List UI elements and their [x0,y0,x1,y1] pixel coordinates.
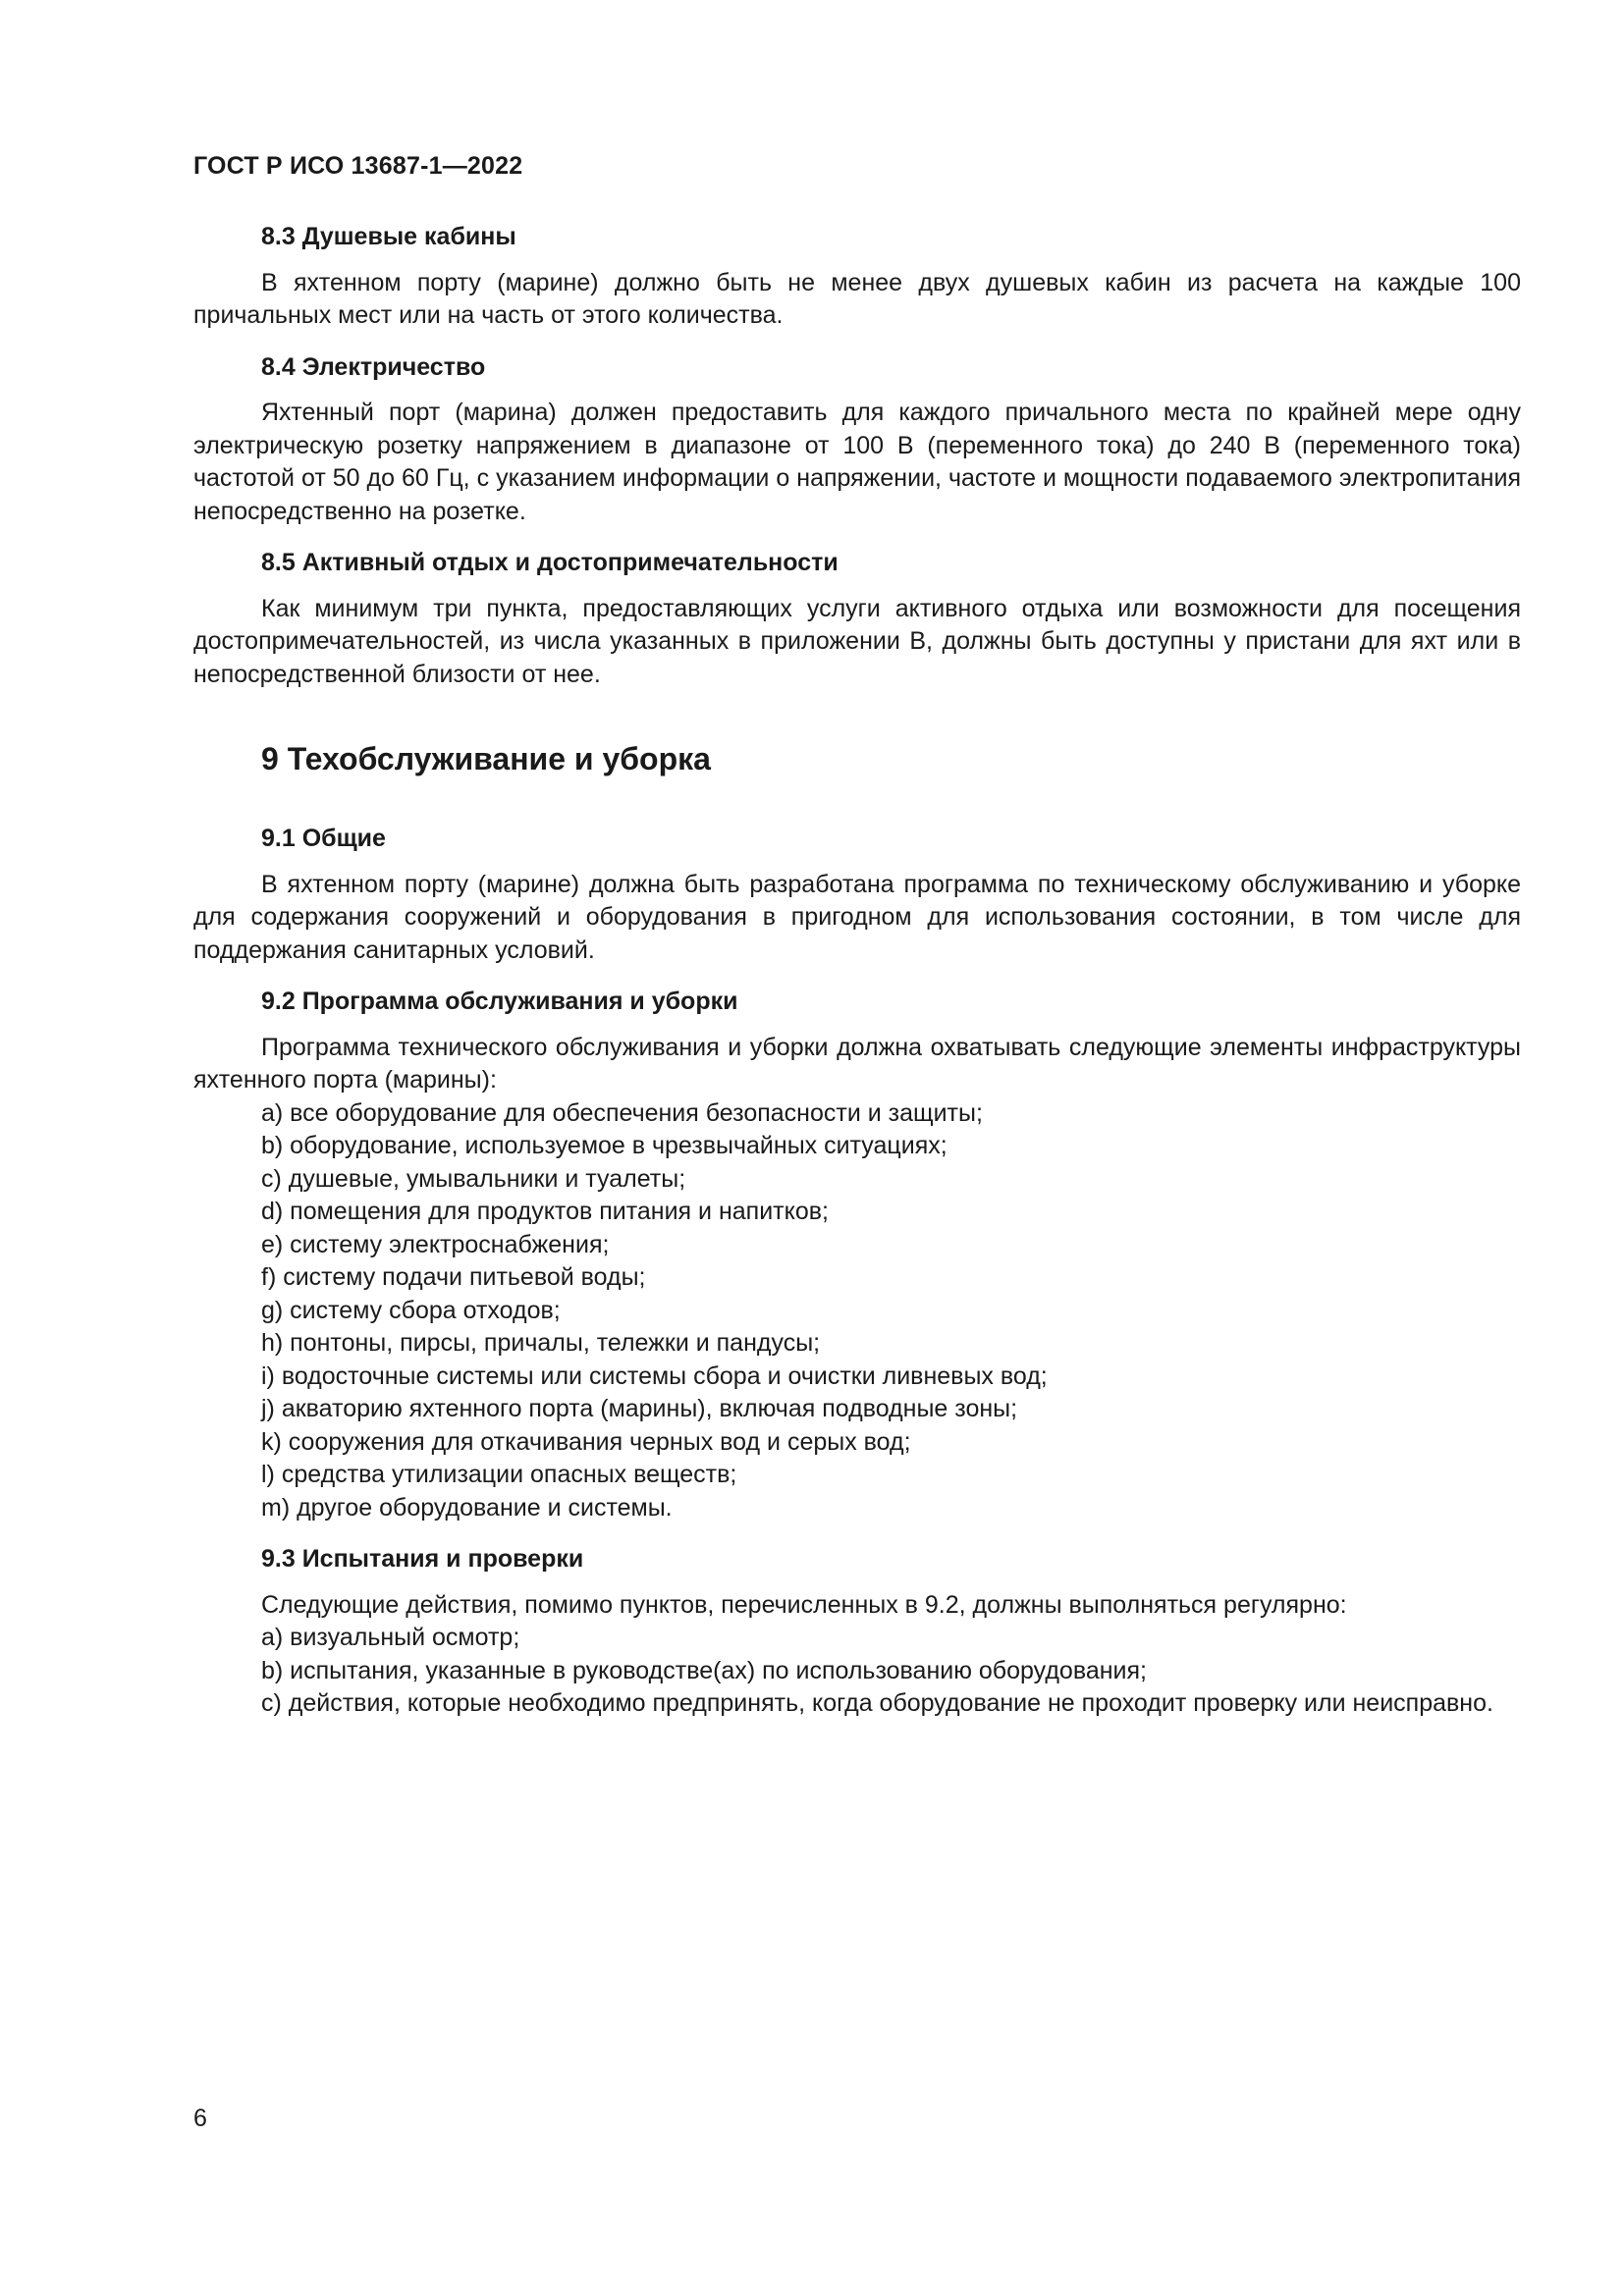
section-9-2-list [193,1097,1521,1525]
list-item: e) систему электроснабжения; [261,1230,610,1258]
section-9-3-list [193,1622,1521,1721]
list-item: i) водосточные системы или системы сбора и очистки ливневых вод; [261,1362,1048,1390]
page-number: 6 [193,2105,207,2132]
section-9-1-text: В яхтенном порту (марине) должна быть разработана программа по техническому обслуживанию и уборке для содержания сооружений и оборудования в пригодном для использования состоянии, в том числе для поддержания санитарных условий. [193,870,1521,964]
list-item: b) оборудование, используемое в чрезвычайных ситуациях; [261,1132,947,1159]
section-8-3-text: В яхтенном порту (марине) должно быть не менее двух душевых кабин из расчета на каждые 100 причальных мест или на часть от этого количества. [193,268,1521,329]
section-8-5-heading: 8.5 Активный отдых и достопримечательности [261,549,839,576]
section-8-4-heading: 8.4 Электричество [261,352,486,381]
section-9-2-intro: Программа технического обслуживания и уборки должна охватывать следующие элементы инфраструктуры яхтенного порта (марины): [193,1033,1521,1094]
section-8-3-heading: 8.3 Душевые кабины [261,223,516,250]
list-item: c) действия, которые необходимо предпринять, когда оборудование не проходит проверку или неисправно. [261,1689,1493,1717]
list-item: h) понтоны, пирсы, причалы, тележки и пандусы; [261,1329,821,1357]
section-9-1 [193,823,1521,967]
section-9-3 [193,1543,1521,1721]
list-item: k) сооружения для откачивания черных вод и серых вод; [261,1427,911,1456]
document-header: ГОСТ Р ИСО 13687-1—2022 [193,152,523,180]
list-item: d) помещения для продуктов питания и напитков; [261,1198,829,1225]
list-item: a) визуальный осмотр; [261,1624,520,1651]
section-8-5-text: Как минимум три пункта, предоставляющих услуги активного отдыха или возможности для посещения достопримечательностей, из числа указанных в приложении В, должны быть доступны у пристани для яхт или в непосредственной близости от нее. [193,594,1521,688]
section-9-3-heading: 9.3 Испытания и проверки [261,1545,584,1573]
list-item: a) все оборудование для обеспечения безопасности и защиты; [261,1098,983,1127]
list-item: b) испытания, указанные в руководстве(ах) по использованию оборудования; [261,1656,1147,1684]
list-item: g) систему сбора отходов; [261,1296,561,1324]
section-9-2-heading: 9.2 Программа обслуживания и уборки [261,988,738,1015]
list-item: l) средства утилизации опасных веществ; [261,1461,737,1488]
list-item: j) акваторию яхтенного порта (марины), включая подводные зоны; [261,1395,1018,1422]
section-9-3-intro: Следующие действия, помимо пунктов, перечисленных в 9.2, должны выполняться регулярно: [261,1590,1347,1619]
list-item: c) душевые, умывальники и туалеты; [261,1164,686,1193]
section-9-title: 9 Техобслуживание и уборка [261,741,711,776]
section-8-4-text: Яхтенный порт (марина) должен предоставить для каждого причального места по крайней мере одну электрическую розетку напряжением в диапазоне от 100 В (переменного тока) до 240 В (переменного тока) частотой от 50 до 60 Гц, с указанием информации о напряжении, частоте и мощности подаваемого электропитания непосредственно на розетке. [193,399,1521,525]
document-body [193,221,1521,1721]
section-8-3 [193,221,1521,333]
section-9-1-heading: 9.1 Общие [261,825,386,852]
list-item: m) другое оборудование и системы. [261,1493,673,1522]
section-9-2 [193,986,1521,1524]
section-8-4 [193,351,1521,529]
list-item: f) систему подачи питьевой воды; [261,1263,646,1291]
section-8-5 [193,547,1521,691]
